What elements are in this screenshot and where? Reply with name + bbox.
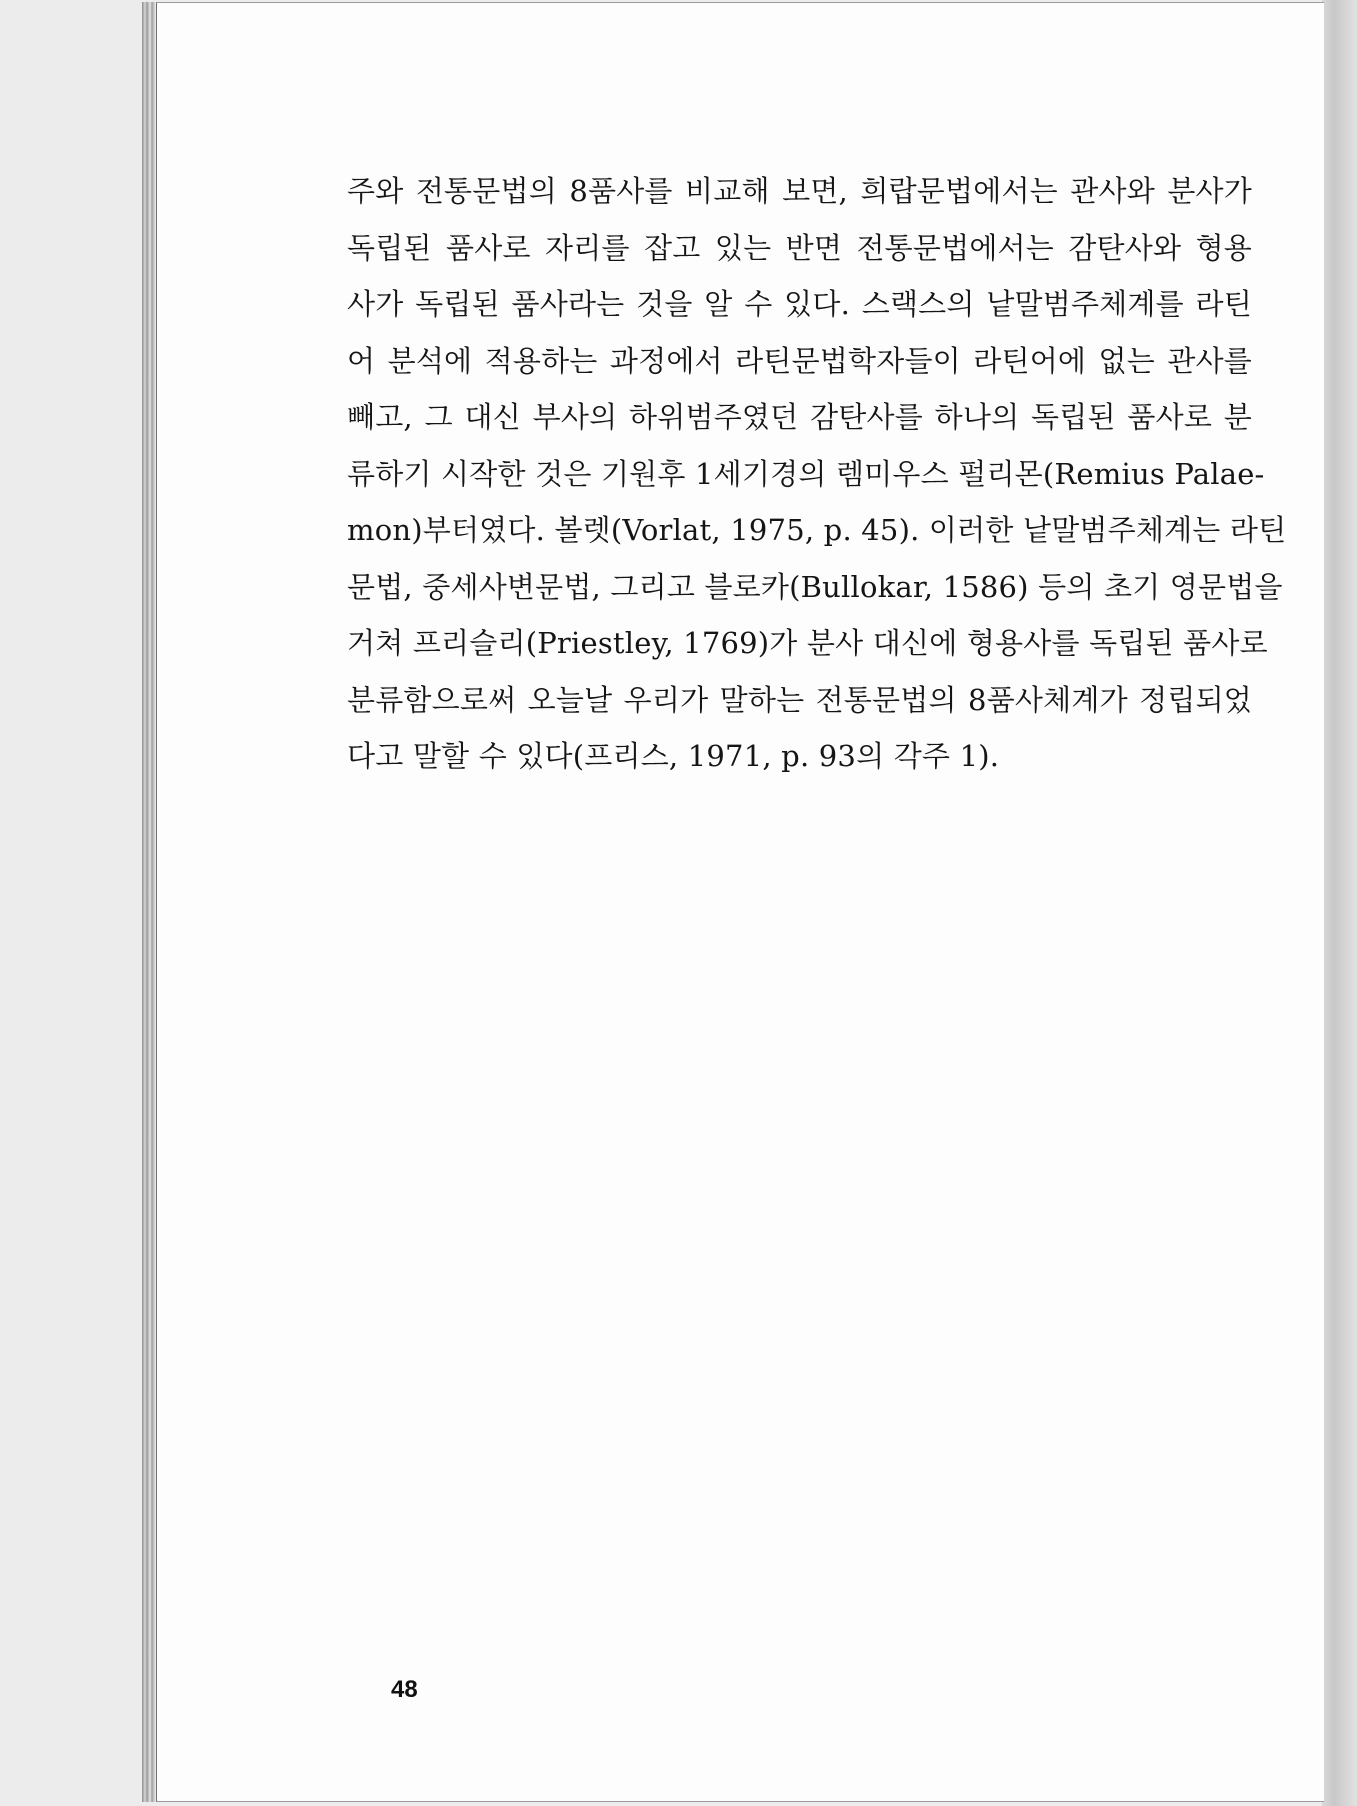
text-line: 분류함으로써 오늘날 우리가 말하는 전통문법의 8품사체계가 정립되었 (347, 682, 1252, 717)
text-line: 독립된 품사로 자리를 잡고 있는 반면 전통문법에서는 감탄사와 형용 (347, 230, 1252, 265)
body-paragraph (347, 171, 1287, 793)
page-number: 48 (391, 1676, 418, 1703)
text-line: mon)부터였다. 볼렛(Vorlat, 1975, p. 45). 이러한 낱말범주체계는 라틴 (347, 513, 1287, 547)
right-page-shadow (1322, 0, 1357, 1806)
text-line: 류하기 시작한 것은 기원후 1세기경의 렘미우스 펄리몬(Remius Palae- (347, 456, 1265, 491)
text-line: 어 분석에 적용하는 과정에서 라틴문법학자들이 라틴어에 없는 관사를 (347, 343, 1252, 378)
text-line: 주와 전통문법의 8품사를 비교해 보면, 희랍문법에서는 관사와 분사가 (347, 174, 1252, 208)
book-page (156, 2, 1324, 1802)
text-line: 사가 독립된 품사라는 것을 알 수 있다. 스랙스의 낱말범주체계를 라틴 (347, 287, 1252, 321)
text-line: 거쳐 프리슬리(Priestley, 1769)가 분사 대신에 형용사를 독립된 품사로 (347, 626, 1268, 660)
text-line: 다고 말할 수 있다(프리스, 1971, p. 93의 각주 1). (347, 739, 1000, 773)
text-line: 문법, 중세사변문법, 그리고 블로카(Bullokar, 1586) 등의 초기 영문법을 (347, 569, 1283, 604)
text-line: 빼고, 그 대신 부사의 하위범주였던 감탄사를 하나의 독립된 품사로 분 (347, 400, 1252, 434)
